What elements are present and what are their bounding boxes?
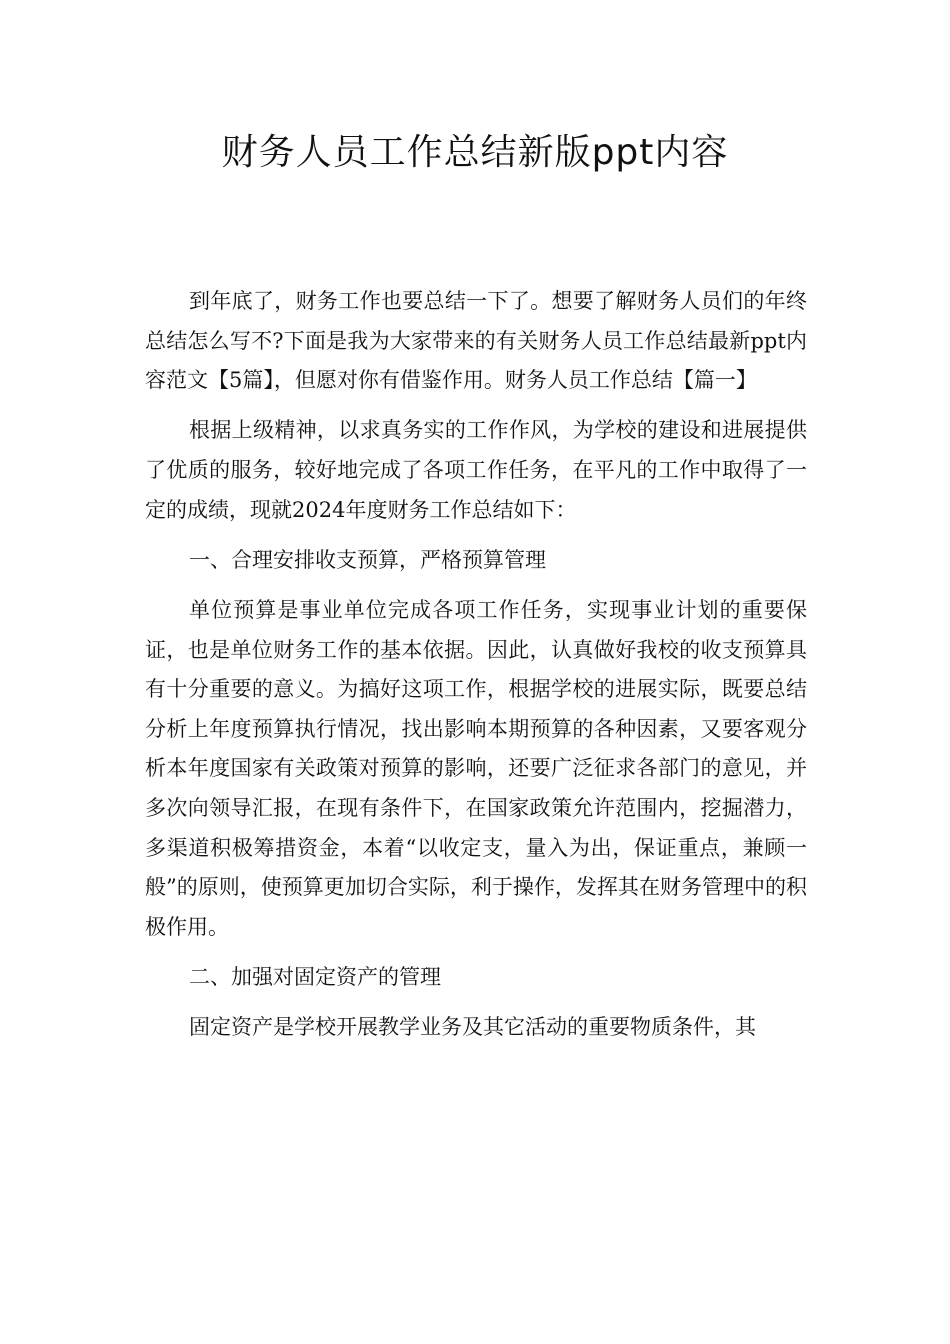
document-title: 财务人员工作总结新版ppt内容: [221, 132, 729, 173]
body-paragraph: 根据上级精神，以求真务实的工作作风，为学校的建设和进展提供了优质的服务，较好地完成了各项工作任务，在平凡的工作中取得了一定的成绩，现就2024年度财务工作总结如下：: [145, 418, 807, 522]
body-paragraph: 固定资产是学校开展教学业务及其它活动的重要物质条件，其: [189, 1015, 756, 1040]
section-heading: 二、加强对固定资产的管理: [189, 964, 441, 989]
body-paragraph: 单位预算是事业单位完成各项工作任务，实现事业计划的重要保证，也是单位财务工作的基本依据。因此，认真做好我校的收支预算具有十分重要的意义。为搞好这项工作，根据学校的进展实际，既要总结分析上年度预算执行情况，找出影响本期预算的各种因素，又要客观分析本年度国家有关政策对预算的影响，还要广泛征求各部门的意见，并多次向领导汇报，在现有条件下，在国家政策允许范围内，挖掘潜力，多渠道积极筹措资金，本着“以收定支，量入为出，保证重点，兼顾一般”的原则，使预算更加切合实际，利于操作，发挥其在财务管理中的积极作用。: [145, 597, 807, 939]
document-body: [145, 282, 807, 1058]
intro-paragraph: 到年底了，财务工作也要总结一下了。想要了解财务人员们的年终总结怎么写不?下面是我为大家带来的有关财务人员工作总结最新ppt内容范文【5篇】，但愿对你有借鉴作用。财务人员工作总结【篇一】: [145, 289, 807, 393]
section-heading: 一、合理安排收支预算，严格预算管理: [189, 547, 546, 572]
